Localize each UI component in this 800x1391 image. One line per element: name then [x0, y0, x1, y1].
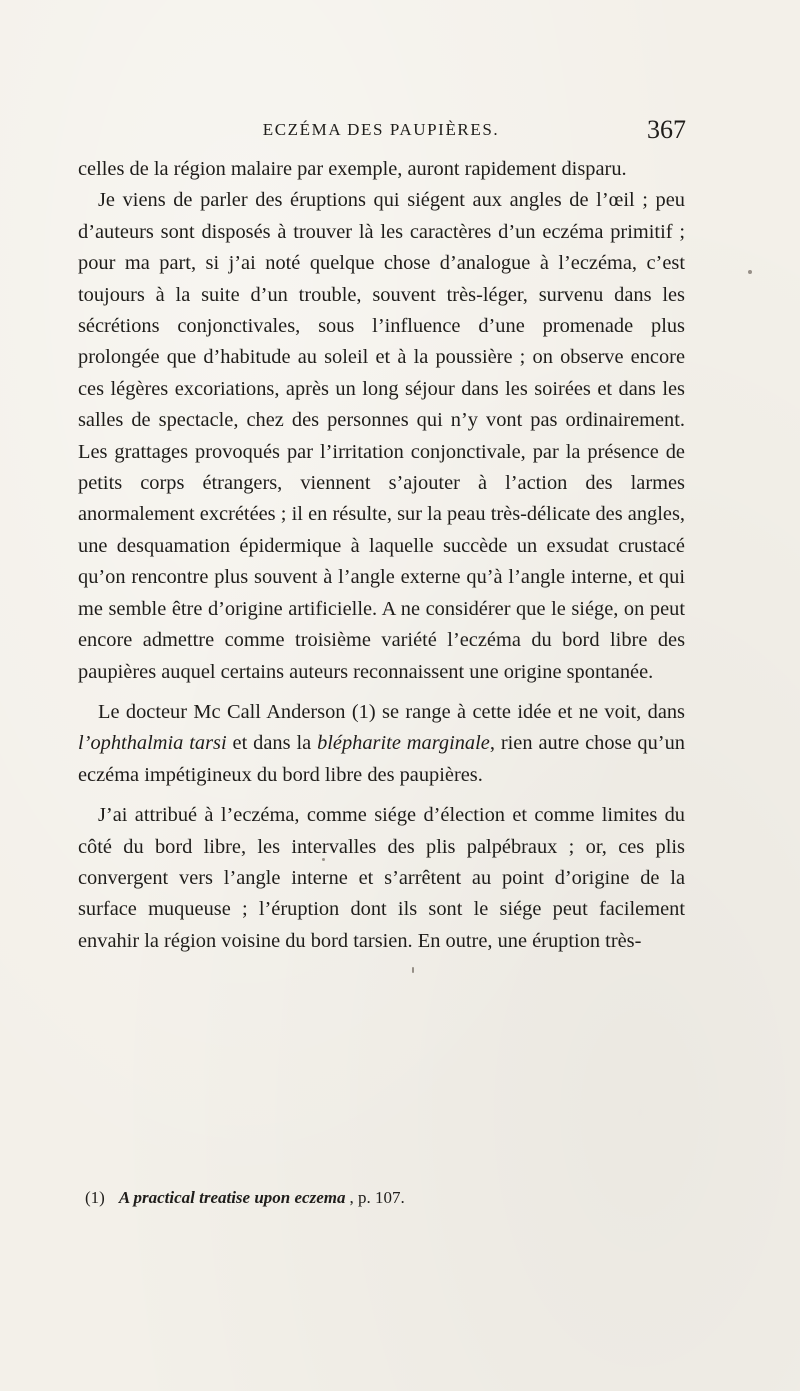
footnote-ref: (1) [85, 1188, 105, 1207]
page-number: 367 [647, 115, 686, 144]
footnote-rest: , p. 107. [349, 1188, 405, 1207]
paragraph-3-text-b: et dans la [226, 732, 318, 755]
paragraph-4-text: J’ai attribué à l’eczéma, comme siége d’élection et comme limites du côté du bord libre, les intervalles des plis palpébraux ; or, ces plis convergent vers l’angle interne et s’arrêtent au point d’origine de la surface muqueuse ; l’éruption dont ils sont le siége peut facilement envahir la région voisine du bord tarsien. En outre, une éruption très- [78, 804, 685, 952]
paragraph-2 [78, 185, 685, 688]
paragraph-3 [78, 697, 685, 791]
paragraph-1-text: celles de la région malaire par exemple, auront rapidement disparu. [78, 158, 627, 180]
ink-speck [412, 967, 414, 973]
footnote [85, 1187, 685, 1209]
running-title: ECZÉMA DES PAUPIÈRES. [262, 120, 500, 139]
italic-term-blepharite-marginale: blépharite marginale [317, 732, 490, 755]
body-text [78, 154, 685, 957]
paragraph-3-text-a: Le docteur Mc Call Anderson (1) se range à cette idée et ne voit, dans [98, 700, 685, 723]
paragraph-4 [78, 800, 685, 957]
paragraph-1 [78, 154, 685, 185]
running-head [76, 117, 686, 145]
paragraph-2-text: Je viens de parler des éruptions qui siégent aux angles de l’œil ; peu d’auteurs sont disposés à trouver là les caractères d’un eczéma primitif ; pour ma part, si j’ai noté quelque chose d’analogue à l’eczéma, c’est toujours à la suite d’un trouble, souvent très-léger, survenu dans les sécrétions conjonctivales, sous l’influence d’une promenade plus prolongée que d’habitude au soleil et à la poussière ; on observe encore ces légères excoriations, après un long séjour dans les soirées et dans les salles de spectacle, chez des personnes qui n’y vont pas ordinairement. Les grattages provoqués par l’irritation conjonctivale, par la présence de petits corps étrangers, viennent s’ajouter à l’action des larmes anormalement excrétées ; il en résulte, sur la peau très-délicate des angles, une desquamation épidermique à laquelle succède un exsudat crustacé qu’on rencontre plus souvent à l’angle externe qu’à l’angle interne, et qui me semble être d’origine artificielle. A ne considérer que le siége, on peut encore admettre comme troisième variété l’eczéma du bord libre des paupières auquel certains auteurs reconnaissent une origine spontanée. [78, 189, 685, 683]
footnote-book-title: A practical treatise upon eczema [118, 1188, 346, 1207]
ink-speck [748, 270, 752, 274]
italic-term-ophthalmia-tarsi: l’ophthalmia tarsi [78, 732, 227, 755]
ink-speck [322, 858, 325, 861]
paragraph-3-text-c: , rien autre chose qu’un eczéma impétigineux du bord libre des paupières. [78, 732, 685, 786]
